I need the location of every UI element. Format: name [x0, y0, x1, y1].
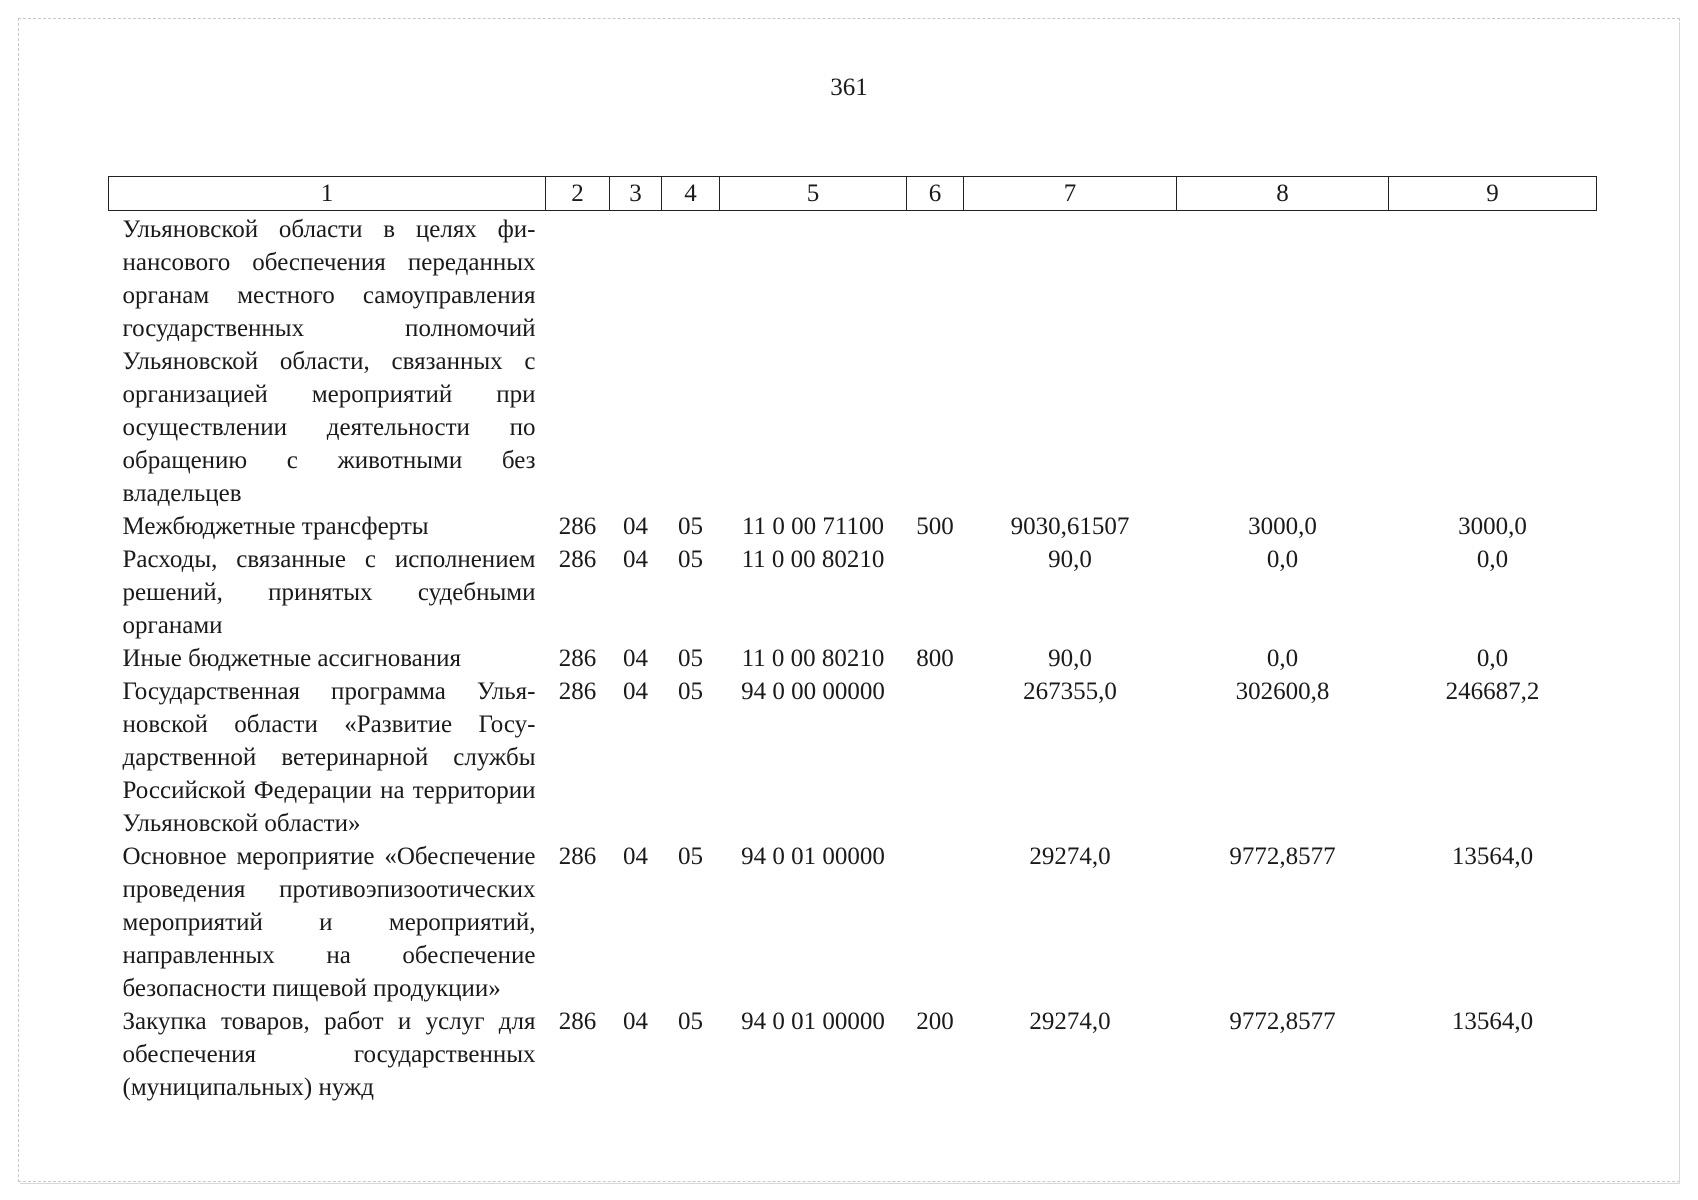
row-value-7: 29274,0: [1029, 843, 1111, 870]
row-code-5: [720, 211, 907, 511]
row-code-5: 11 0 00 71100: [742, 513, 884, 540]
row-value-8: 302600,8: [1235, 678, 1330, 705]
row-code-3: 04: [623, 843, 648, 870]
row-code-4: 05: [678, 678, 703, 705]
row-code-2: 286: [558, 513, 597, 540]
row-name: Основное мероприятие «Обеспечение проведения противоэпизоотических мероприятий и мероприятий, направленных на обеспечение безопасности пищевой продукции»: [122, 843, 536, 1002]
row-code-3: 04: [623, 513, 648, 540]
row-code-4: 05: [678, 546, 703, 573]
table-row: [109, 543, 1597, 642]
row-code-5: 94 0 00 00000: [741, 678, 885, 705]
row-value-8: 9772,8577: [1229, 843, 1336, 870]
page-number: 361: [830, 74, 868, 101]
row-value-9: [1389, 211, 1597, 511]
row-value-7: 90,0: [1048, 546, 1092, 573]
row-value-7: [964, 211, 1177, 511]
row-code-2: 286: [558, 546, 597, 573]
header-col-1: 1: [109, 177, 546, 211]
row-value-7: 267355,0: [1023, 678, 1117, 705]
row-code-3: [610, 211, 662, 511]
row-value-7: 29274,0: [1029, 1008, 1111, 1035]
row-code-3: 04: [623, 645, 648, 672]
row-code-5: 94 0 01 00000: [741, 1008, 885, 1035]
row-name: Государственная программа Ульяновской области «Развитие Государственной ветеринарной службы Российской Федерации на территории Ульяновской области»: [122, 678, 536, 837]
row-value-9: 13564,0: [1451, 843, 1534, 870]
row-name: Закупка товаров, работ и услуг для обеспечения государственных (муниципальных) нужд: [122, 1008, 536, 1101]
table-row: [109, 840, 1597, 1005]
table-row: [109, 642, 1597, 675]
header-col-5: 5: [720, 177, 907, 211]
row-value-7: 9030,61507: [1010, 513, 1130, 540]
row-code-2: 286: [558, 678, 597, 705]
table-header-row: [109, 177, 1597, 211]
row-name: Расходы, связанные с исполнением решений, принятых судебными органами: [122, 546, 536, 639]
row-code-4: 05: [678, 1008, 703, 1035]
row-value-9: 13564,0: [1451, 1008, 1534, 1035]
row-value-7: 90,0: [1048, 645, 1092, 672]
row-value-9: 0,0: [1476, 645, 1509, 672]
table-row: [109, 675, 1597, 840]
header-col-8: 8: [1177, 177, 1389, 211]
row-value-8: [1177, 211, 1389, 511]
row-code-3: 04: [623, 546, 648, 573]
table-row: [109, 1005, 1597, 1104]
row-code-2: 286: [558, 843, 597, 870]
budget-table: [108, 176, 1597, 1104]
header-col-4: 4: [662, 177, 720, 211]
row-code-6: [907, 675, 964, 840]
row-code-4: [662, 211, 720, 511]
row-code-2: 286: [558, 645, 597, 672]
row-code-4: 05: [678, 843, 703, 870]
header-col-7: 7: [964, 177, 1177, 211]
row-code-6: 200: [916, 1008, 954, 1035]
row-code-4: 05: [678, 513, 703, 540]
row-value-8: 3000,0: [1248, 513, 1317, 540]
row-code-4: 05: [678, 645, 703, 672]
table-row: [109, 510, 1597, 543]
row-code-6: 800: [916, 645, 954, 672]
row-code-6: 500: [916, 513, 954, 540]
row-code-3: 04: [623, 1008, 648, 1035]
row-name: Межбюджетные трансферты: [122, 513, 429, 540]
row-value-9: 246687,2: [1445, 678, 1540, 705]
row-code-6: [907, 543, 964, 642]
row-value-8: 0,0: [1266, 645, 1299, 672]
row-code-6: [907, 211, 964, 511]
row-value-9: 3000,0: [1458, 513, 1527, 540]
row-code-5: 94 0 01 00000: [741, 843, 885, 870]
row-value-8: 0,0: [1266, 546, 1299, 573]
row-code-5: 11 0 00 80210: [741, 546, 885, 573]
row-value-9: 0,0: [1476, 546, 1509, 573]
row-code-3: 04: [623, 678, 648, 705]
row-value-8: 9772,8577: [1229, 1008, 1336, 1035]
row-code-2: 286: [558, 1008, 597, 1035]
row-code-5: 11 0 00 80210: [741, 645, 885, 672]
header-col-3: 3: [610, 177, 662, 211]
header-col-2: 2: [546, 177, 610, 211]
header-col-9: 9: [1389, 177, 1597, 211]
table-row: [109, 211, 1597, 511]
budget-table-container: [108, 176, 1596, 1104]
row-code-6: [907, 840, 964, 1005]
header-col-6: 6: [907, 177, 964, 211]
row-code-2: [546, 211, 610, 511]
row-name: Ульяновской области в целях финансового обеспечения переданных органам местного самоуправления государственных полномочий Ульяновской области, связанных с организацией мероприятий при осуществлении деятельности по обращению с животными без владельцев: [122, 216, 536, 507]
row-name: Иные бюджетные ассигнования: [122, 645, 462, 672]
